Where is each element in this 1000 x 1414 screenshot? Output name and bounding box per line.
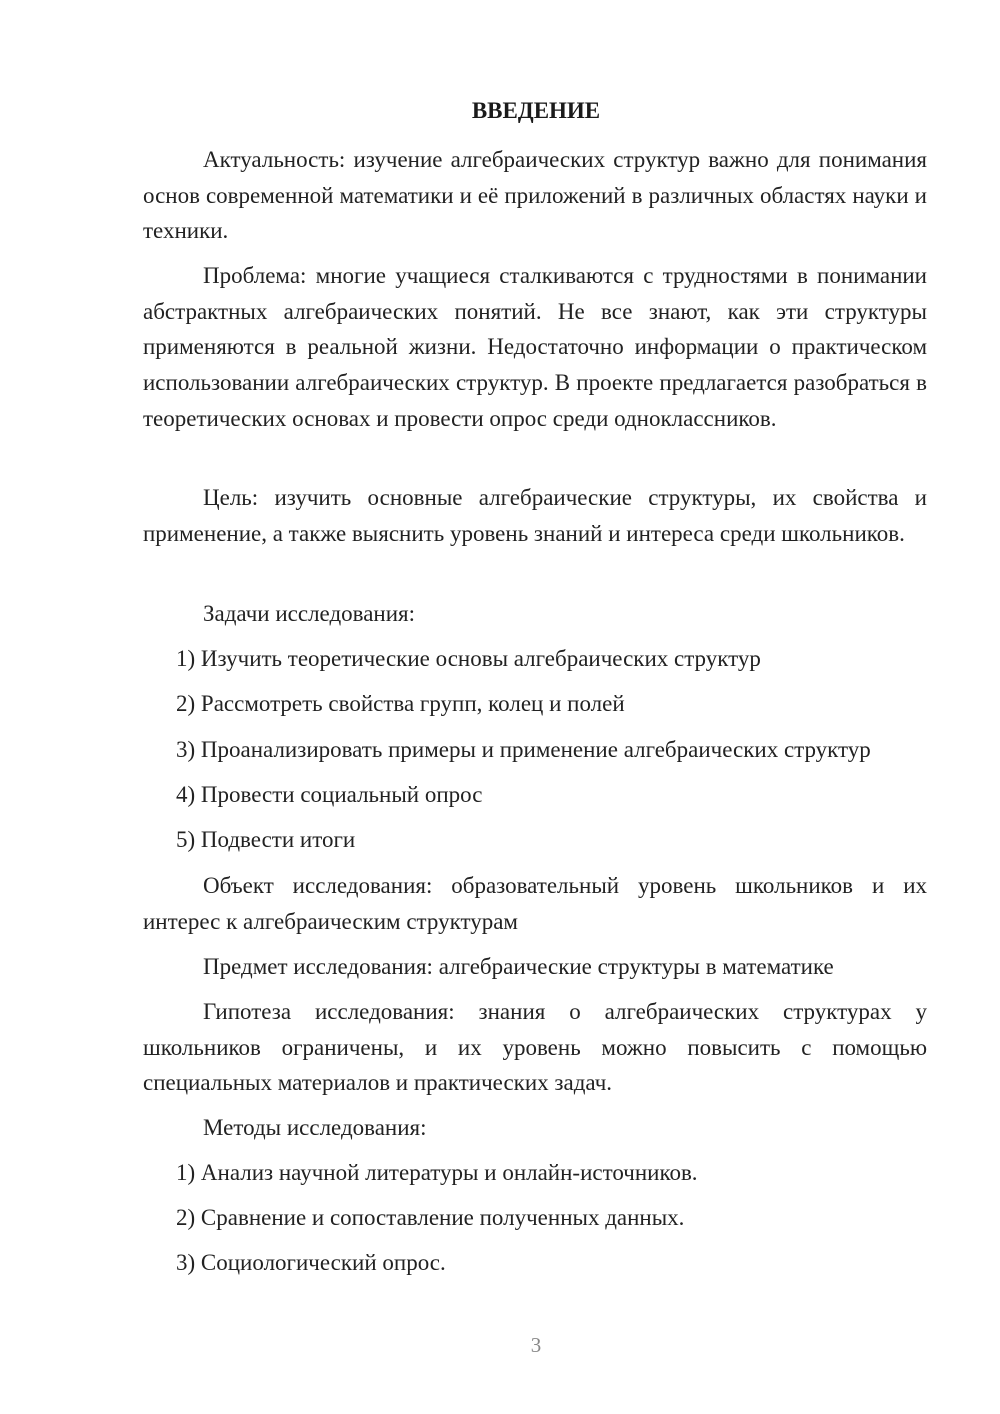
- task-item: 1) Изучить теоретические основы алгебраических структур: [176, 646, 761, 671]
- page-number: 3: [530, 1333, 542, 1357]
- problem-paragraph: Проблема: многие учащиеся сталкиваются с трудностями в понимании абстрактных алгебраических понятий. Не все знают, как эти структуры применяются в реальной жизни. Недостаточно информации о практическом использовании алгебраических структур. В проекте предлагается разобраться в теоретических основах и провести опрос среди одноклассников.: [143, 263, 927, 431]
- methods-title: Методы исследования:: [203, 1115, 427, 1140]
- method-item: 1) Анализ научной литературы и онлайн-источников.: [176, 1160, 698, 1185]
- relevance-paragraph: Актуальность: изучение алгебраических структур важно для понимания основ современной математики и её приложений в различных областях науки и техники.: [143, 147, 927, 244]
- goal-paragraph: Цель: изучить основные алгебраические структуры, их свойства и применение, а также выяснить уровень знаний и интереса среди школьников.: [143, 485, 927, 546]
- hypothesis-paragraph: Гипотеза исследования: знания о алгебраических структурах у школьников ограничены, и их уровень можно повысить с помощью специальных материалов и практических задач.: [143, 999, 927, 1096]
- task-item: 5) Подвести итоги: [176, 827, 356, 852]
- task-item: 2) Рассмотреть свойства групп, колец и полей: [176, 691, 625, 716]
- object-paragraph: Объект исследования: образовательный уровень школьников и их интерес к алгебраическим структурам: [143, 873, 927, 934]
- subject-paragraph: Предмет исследования: алгебраические структуры в математике: [203, 954, 834, 979]
- method-item: 2) Сравнение и сопоставление полученных данных.: [176, 1205, 685, 1230]
- page-heading: ВВЕДЕНИЕ: [471, 98, 601, 123]
- tasks-title: Задачи исследования:: [203, 601, 416, 626]
- method-item: 3) Социологический опрос.: [176, 1250, 446, 1275]
- task-item: 4) Провести социальный опрос: [176, 782, 483, 807]
- task-item: 3) Проанализировать примеры и применение алгебраических структур: [176, 737, 871, 762]
